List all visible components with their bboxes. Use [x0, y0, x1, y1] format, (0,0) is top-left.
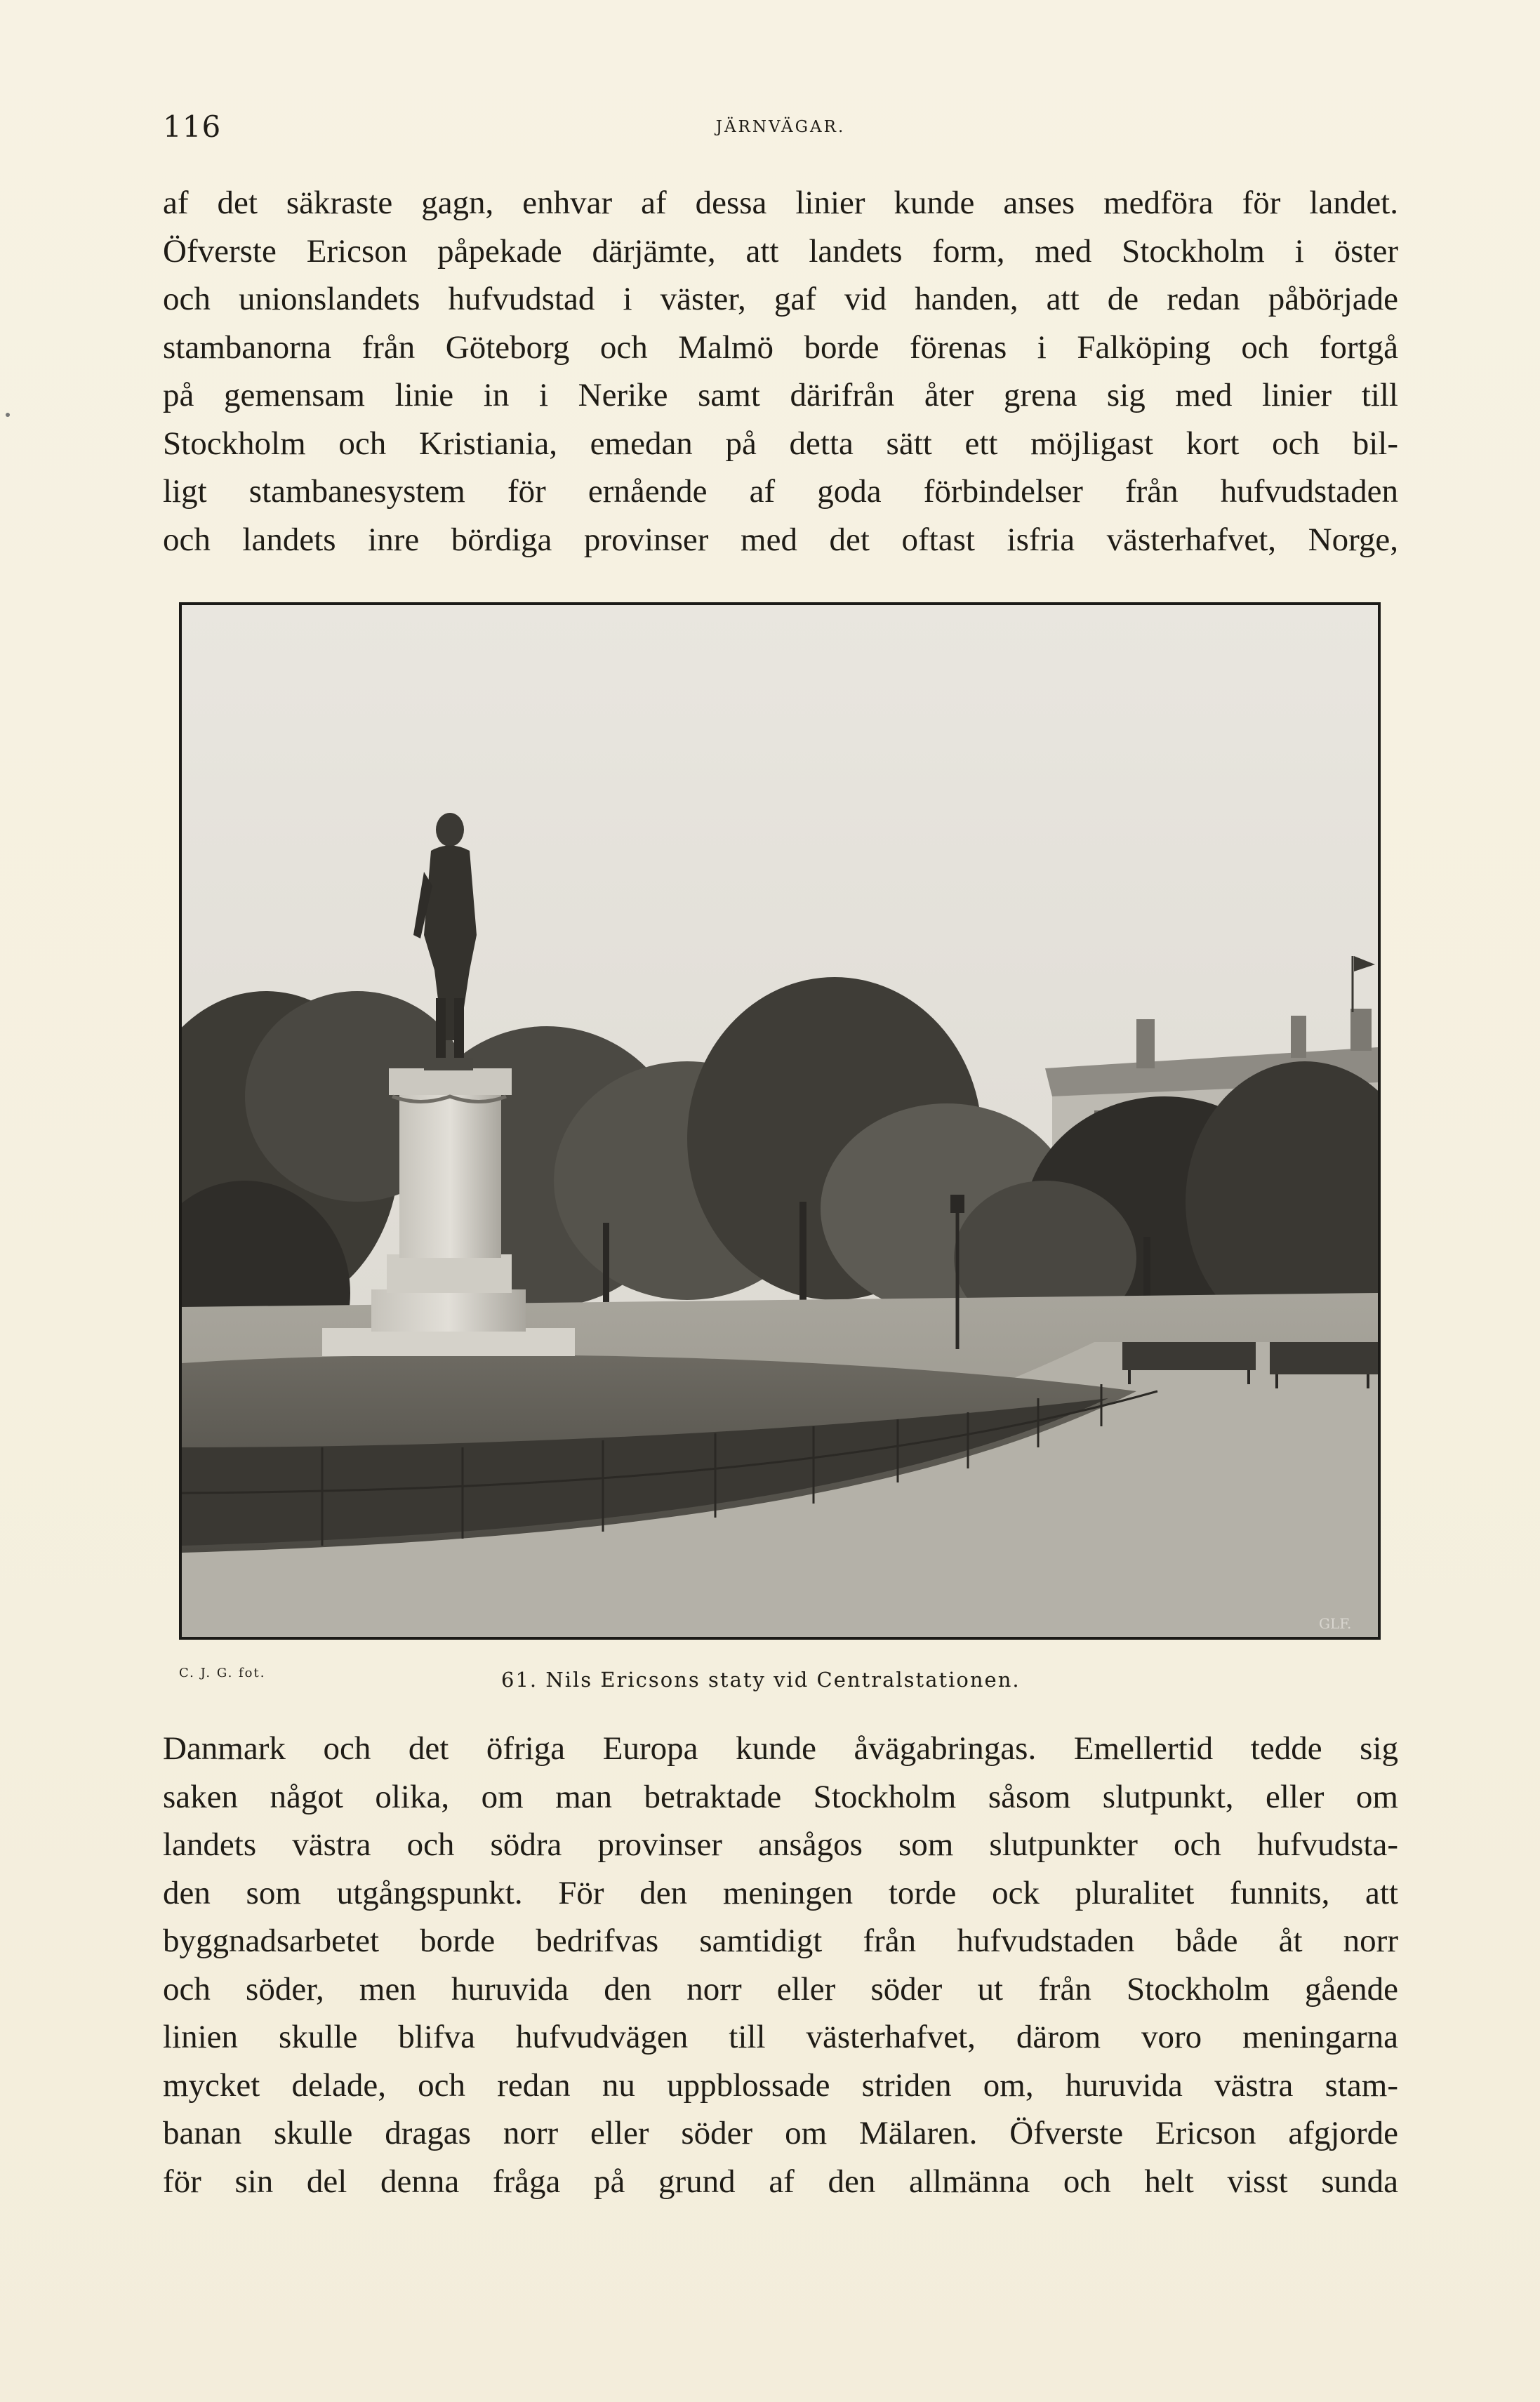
text-line: linien skulle blifva hufvudvägen till västerhafvet, därom voro meningarna [163, 2019, 1398, 2055]
text-line: byggnadsarbetet borde bedrifvas samtidigt från hufvudstaden både åt norr [163, 1923, 1398, 1959]
text-line: för sin del denna fråga på grund af den allmänna och helt visst sunda [163, 2163, 1398, 2200]
photo-credit: C. J. G. fot. [179, 1666, 266, 1680]
paragraph-bottom [163, 1725, 1398, 2205]
text-line: mycket delade, och redan nu uppblossade striden om, huruvida västra stam- [163, 2066, 1398, 2104]
text-line: stambanorna från Göteborg och Malmö borde förenas i Falköping och fortgå [163, 329, 1398, 366]
figure-caption: 61. Nils Ericsons staty vid Centralstationen. [501, 1668, 1021, 1692]
text-line: banan skulle dragas norr eller söder om Mälaren. Öfverste Ericson afgjorde [163, 2115, 1398, 2151]
paragraph-top [163, 179, 1398, 564]
text-line: den som utgångspunkt. För den meningen torde ock pluralitet funnits, att [163, 1874, 1398, 1911]
text-line: Öfverste Ericson påpekade därjämte, att landets form, med Stockholm i öster [163, 232, 1398, 270]
text-line: Danmark och det öfriga Europa kunde åvägabringas. Emellertid tedde sig [163, 1730, 1398, 1767]
photo-illustration [182, 605, 1378, 1637]
text-line: ligt stambanesystem för ernående af goda förbindelser från hufvudstaden [163, 473, 1398, 510]
text-line: Stockholm och Kristiania, emedan på detta sätt ett möjligast kort och bil- [163, 425, 1398, 462]
text-line: och söder, men huruvida den norr eller söder ut från Stockholm gående [163, 1970, 1398, 2008]
text-line: af det säkraste gagn, enhvar af dessa linier kunde anses medföra för landet. [163, 185, 1398, 221]
text-line: saken något olika, om man betraktade Stockholm såsom slutpunkt, eller om [163, 1778, 1398, 1815]
margin-speck [6, 413, 10, 417]
text-line: landets västra och södra provinser ansågos som slutpunkter och hufvudsta- [163, 1826, 1398, 1863]
text-line: och unionslandets hufvudstad i väster, gaf vid handen, att de redan påbörjade [163, 281, 1398, 317]
text-line: och landets inre bördiga provinser med det oftast isfria västerhafvet, Norge, [163, 521, 1398, 558]
plate-signature: GLF. [1319, 1615, 1352, 1632]
page-header [163, 110, 1398, 154]
text-line: på gemensam linie in i Nerike samt därifrån åter grena sig med linier till [163, 377, 1398, 413]
page-number: 116 [163, 110, 222, 144]
statue-photograph [179, 602, 1381, 1640]
running-title: JÄRNVÄGAR. [715, 118, 846, 136]
